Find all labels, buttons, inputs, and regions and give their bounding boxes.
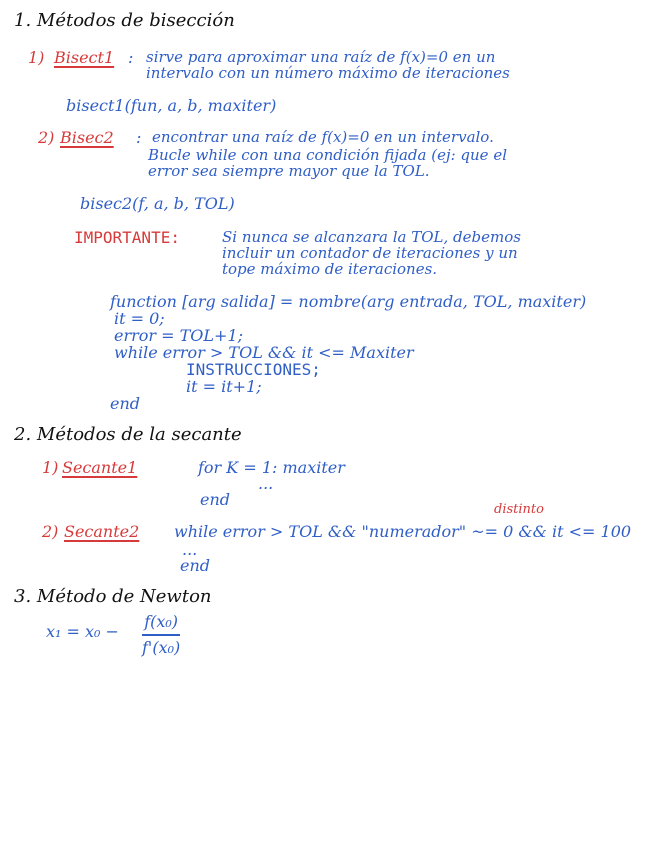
code-line-instrucciones: INSTRUCCIONES; bbox=[186, 360, 321, 379]
item-number-1: 1) bbox=[42, 458, 59, 477]
item-number-1: 1) bbox=[28, 48, 45, 67]
newton-formula-lhs: x₁ = x₀ − bbox=[46, 622, 119, 641]
function-signature: bisec2(f, a, b, TOL) bbox=[80, 194, 235, 213]
annotation-distinto: distinto bbox=[494, 502, 544, 517]
item-number-2: 2) bbox=[38, 128, 55, 147]
section-title-biseccion: 1. Métodos de bisección bbox=[14, 10, 235, 31]
item-separator: : bbox=[136, 128, 142, 147]
code-line-while: while error > TOL && "numerador" ~= 0 && it <= 100 bbox=[174, 522, 632, 541]
item-name-bisect1: Bisect1 bbox=[54, 48, 115, 67]
item-description-line: sirve para aproximar una raíz de f(x)=0 en un bbox=[146, 48, 496, 66]
item-name-bisec2: Bisec2 bbox=[60, 128, 114, 147]
important-line: incluir un contador de iteraciones y un bbox=[222, 244, 518, 262]
item-separator: : bbox=[128, 48, 134, 67]
code-ellipsis: ... bbox=[182, 540, 198, 559]
code-ellipsis: ... bbox=[258, 474, 274, 493]
item-name-secante2: Secante2 bbox=[64, 522, 140, 541]
newton-formula-numerator: f(x₀) bbox=[144, 612, 179, 631]
code-line-function: function [arg salida] = nombre(arg entrada, TOL, maxiter) bbox=[110, 292, 587, 311]
code-line-end: end bbox=[110, 394, 141, 413]
newton-formula-fraction bbox=[142, 612, 180, 657]
code-line-error: error = TOL+1; bbox=[114, 326, 244, 345]
item-description-line: encontrar una raíz de f(x)=0 en un intervalo. bbox=[152, 128, 494, 146]
important-line: Si nunca se alcanzara la TOL, debemos bbox=[222, 228, 521, 246]
newton-formula-denominator: f'(x₀) bbox=[142, 638, 181, 657]
item-description-line: error sea siempre mayor que la TOL. bbox=[148, 162, 430, 180]
section-title-secante: 2. Métodos de la secante bbox=[14, 424, 242, 445]
code-line-end: end bbox=[200, 490, 231, 509]
important-line: tope máximo de iteraciones. bbox=[222, 260, 438, 278]
item-description-line: intervalo con un número máximo de iteraciones bbox=[146, 64, 510, 82]
item-description-line: Bucle while con una condición fijada (ej: que el bbox=[148, 146, 508, 164]
section-title-newton: 3. Método de Newton bbox=[14, 586, 212, 607]
code-line-while: while error > TOL && it <= Maxiter bbox=[114, 343, 414, 362]
item-name-secante1: Secante1 bbox=[62, 458, 138, 477]
function-signature: bisect1(fun, a, b, maxiter) bbox=[66, 96, 277, 115]
code-line-it: it = 0; bbox=[114, 309, 165, 328]
item-number-2: 2) bbox=[42, 522, 59, 541]
code-line-increment: it = it+1; bbox=[186, 377, 262, 396]
code-line-for: for K = 1: maxiter bbox=[198, 458, 345, 477]
code-line-end: end bbox=[180, 556, 211, 575]
fraction-bar bbox=[142, 634, 180, 636]
important-label: IMPORTANTE: bbox=[74, 228, 180, 247]
